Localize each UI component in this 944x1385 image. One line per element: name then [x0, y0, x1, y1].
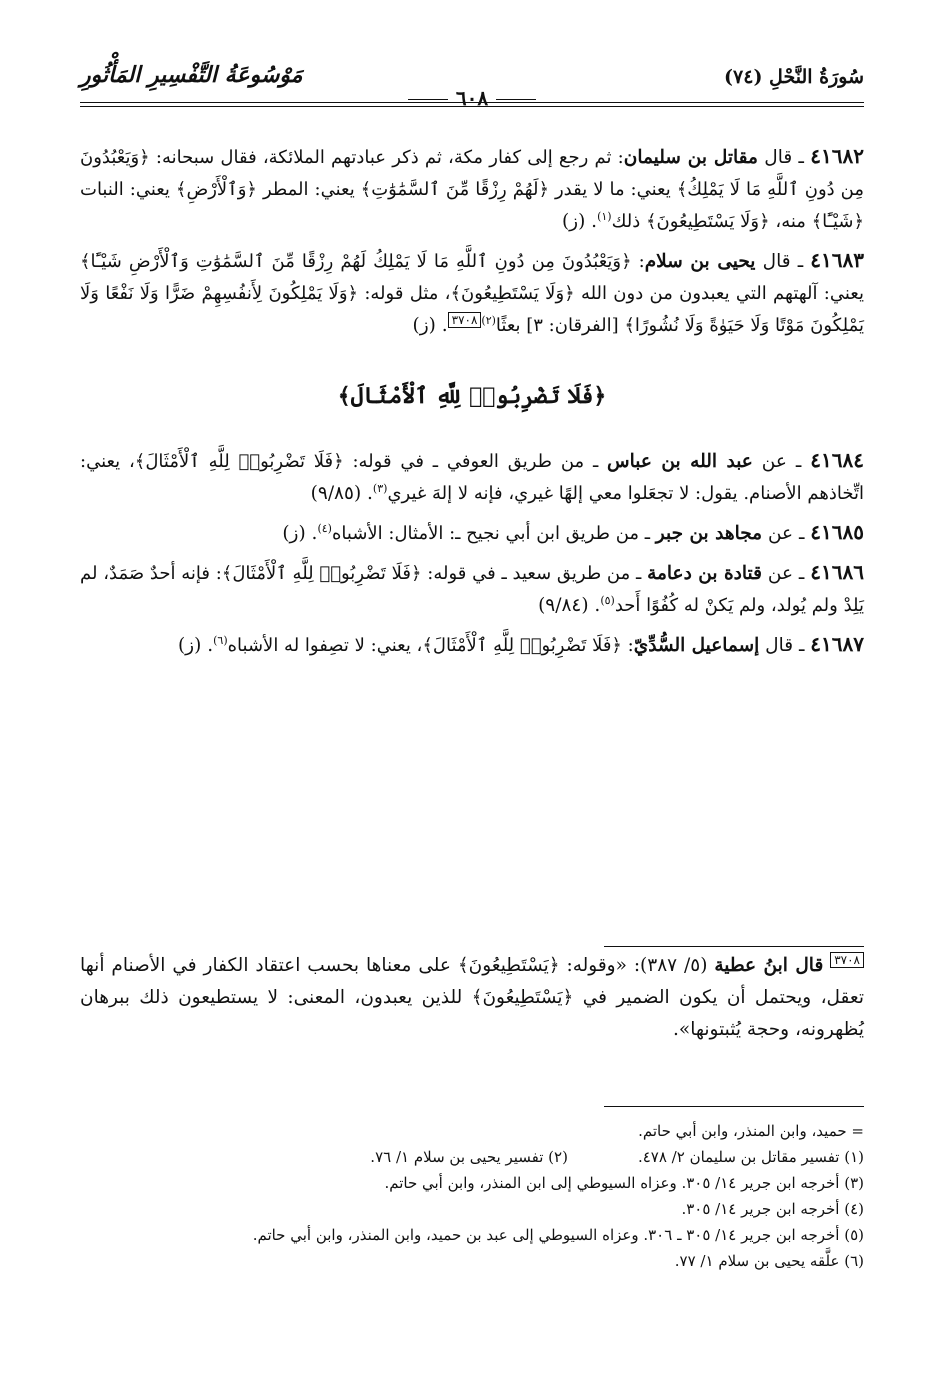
- footnote-6: (٦) علَّقه يحيى بن سلام ١/ ٧٧.: [674, 1252, 864, 1270]
- main-text: [80, 140, 864, 668]
- commentator-name: قال ابنُ عطية: [714, 955, 824, 976]
- entry-lead: ـ قال: [755, 251, 804, 272]
- commentary-number-box: ٣٧٠٨: [830, 952, 864, 968]
- entry-lead: ـ عن: [761, 563, 805, 584]
- footnote-ref[interactable]: (٥): [600, 593, 615, 607]
- entry-text: : ﴿فَلَا تَضْرِبُوا۟ لِلَّهِ ٱلْأَمْثَالَ﴾، يعني: لا تصِفوا له الأشباه: [227, 635, 634, 656]
- narrator-name: قتادة بن دعامة: [647, 563, 762, 584]
- narration-entry: [80, 556, 864, 622]
- footnote-1: (١) تفسير مقاتل بن سليمان ٢/ ٤٧٨.: [637, 1148, 864, 1166]
- entry-text: : ثم رجع إلى كفار مكة، ثم ذكر عبادتهم الملائكة، فقال سبحانه: ﴿وَيَعْبُدُونَ مِن دُونِ ٱللَّهِ مَا لَا يَمْلِكُ﴾ يعني: ما لا يقدر ﴿لَهُمْ رِزْقًا مِّنَ ٱلسَّمَٰوَٰتِ﴾ يعني: المطر ﴿وَٱلْأَرْضِ﴾ يعني: النبات ﴿شَيْـًٔا﴾ منه، ﴿وَلَا يَسْتَطِيعُونَ﴾ ذلك: [80, 147, 864, 232]
- footnote-ref[interactable]: (٤): [317, 521, 332, 535]
- footnote-ref[interactable]: (٦): [213, 633, 228, 647]
- page-number: ٦٠٨: [455, 86, 489, 110]
- entry-text: : ﴿وَيَعْبُدُونَ مِن دُونِ ٱللَّهِ مَا لَا يَمْلِكُ لَهُمْ رِزْقًا مِّنَ ٱلسَّمَٰوَٰتِ وَٱلْأَرْضِ شَيْـًٔا﴾ يعني: آلهتهم التي يعبدون من دون الله ﴿وَلَا يَسْتَطِيعُونَ﴾، مثل قوله: ﴿وَلَا يَمْلِكُونَ لِأَنفُسِهِمْ ضَرًّا وَلَا نَفْعًا وَلَا يَمْلِكُونَ مَوْتًا وَلَا حَيَوٰةً وَلَا نُشُورًا﴾ [الفرقان: ٣] بعثًا: [80, 251, 864, 336]
- narrator-name: مقاتل بن سليمان: [623, 147, 758, 168]
- commentary-text: (٥/ ٣٨٧): «وقوله: ﴿يَسْتَطِيعُونَ﴾ على معناها بحسب اعتقاد الكفار في الأصنام أنها تعقل، ويحتمل أن يكون الضمير في ﴿يَسْتَطِيعُونَ﴾ للذين يعبدون، المعنى: لا يستطيعون ذلك ببرهان يُظهرونه، وحجة يُثبتونها».: [80, 955, 864, 1040]
- footnote-ref[interactable]: (٢): [481, 313, 496, 327]
- entry-text: ـ من طريق ابن أبي نجيح ـ: الأمثال: الأشباه: [331, 523, 656, 544]
- entry-text: ـ من طريق سعيد ـ في قوله: ﴿فَلَا تَضْرِبُوا۟ لِلَّهِ ٱلْأَمْثَالَ﴾: فإنه أحدٌ صَمَدٌ، لم يَلِدْ ولم يُولد، ولم يَكنْ له كُفُوًا أَحد: [80, 563, 864, 616]
- entry-tail: . (ز): [412, 315, 448, 336]
- entry-tail: . (ز): [561, 211, 598, 232]
- page-number-row: [0, 86, 944, 110]
- narration-entry: [80, 244, 864, 342]
- footnotes: [80, 1118, 864, 1274]
- book-title: مَوْسُوعَةُ التَّفْسِيرِ المَأْثُورِ: [80, 62, 303, 88]
- narration-entry: [80, 516, 864, 550]
- footnote-continuation: = حميد، وابن المنذر، وابن أبي حاتم.: [638, 1122, 864, 1140]
- entry-number: ٤١٦٨٦: [810, 560, 864, 584]
- entry-tail: . (٩/٨٤): [538, 595, 601, 616]
- commentary-ref-box[interactable]: ٣٧٠٨: [448, 312, 482, 328]
- narrator-name: عبد الله بن عباس: [607, 451, 753, 472]
- footnote-row: [80, 1144, 864, 1170]
- narration-entry: [80, 444, 864, 510]
- ornament-line: [408, 99, 448, 100]
- entry-text: ـ من طريق العوفي ـ في قوله: ﴿فَلَا تَضْرِبُوا۟ لِلَّهِ ٱلْأَمْثَالَ﴾، يعني: اتِّخاذهم الأصنام. يقول: لا تجعَلوا معي إلهًا غيري، فإنه لا إلهَ غيري: [80, 451, 864, 504]
- footnote-4: (٤) أخرجه ابن جرير ١٤/ ٣٠٥.: [681, 1200, 864, 1218]
- narrator-name: يحيى بن سلام: [644, 251, 756, 272]
- footnote-3: (٣) أخرجه ابن جرير ١٤/ ٣٠٥. وعزاه السيوطي إلى ابن المنذر، وابن أبي حاتم.: [384, 1174, 864, 1192]
- commentary-rule: [604, 946, 864, 947]
- commentary-block: [80, 950, 864, 1046]
- entry-number: ٤١٦٨٣: [810, 248, 864, 272]
- footnote-2: (٢) تفسير يحيى بن سلام ١/ ٧٦.: [370, 1148, 568, 1166]
- narration-entry: [80, 628, 864, 662]
- entry-lead: ـ عن: [752, 451, 802, 472]
- entry-tail: . (٩/٨٥): [310, 483, 373, 504]
- entry-number: ٤١٦٨٢: [810, 144, 864, 168]
- footnote-ref[interactable]: (١): [597, 209, 612, 223]
- entry-lead: ـ عن: [762, 523, 805, 544]
- entry-lead: ـ قال: [757, 147, 804, 168]
- narrator-name: مجاهد بن جبر: [655, 523, 763, 544]
- entry-tail: . (ز): [282, 523, 318, 544]
- entry-lead: ـ قال: [759, 635, 805, 656]
- surah-title: سُورَةُ النَّحْلِ (٧٤): [724, 66, 864, 88]
- entry-number: ٤١٦٨٤: [810, 448, 864, 472]
- ornament-line: [496, 99, 536, 100]
- footnote-ref[interactable]: (٣): [372, 481, 388, 495]
- entry-number: ٤١٦٨٥: [810, 520, 864, 544]
- narration-entry: [80, 140, 864, 238]
- footnote-5: (٥) أخرجه ابن جرير ١٤/ ٣٠٥ ـ ٣٠٦. وعزاه السيوطي إلى عبد بن حميد، وابن المنذر، وابن أبي حاتم.: [252, 1226, 864, 1244]
- entry-number: ٤١٦٨٧: [810, 632, 864, 656]
- footnotes-rule: [604, 1106, 864, 1107]
- narrator-name: إسماعيل السُّدِّيّ: [633, 635, 760, 656]
- entry-tail: . (ز): [177, 635, 214, 656]
- section-heading: ﴿فَلَا تَضْرِبُوا۟ لِلَّهِ ٱلْأَمْثَالَ﴾: [337, 383, 607, 409]
